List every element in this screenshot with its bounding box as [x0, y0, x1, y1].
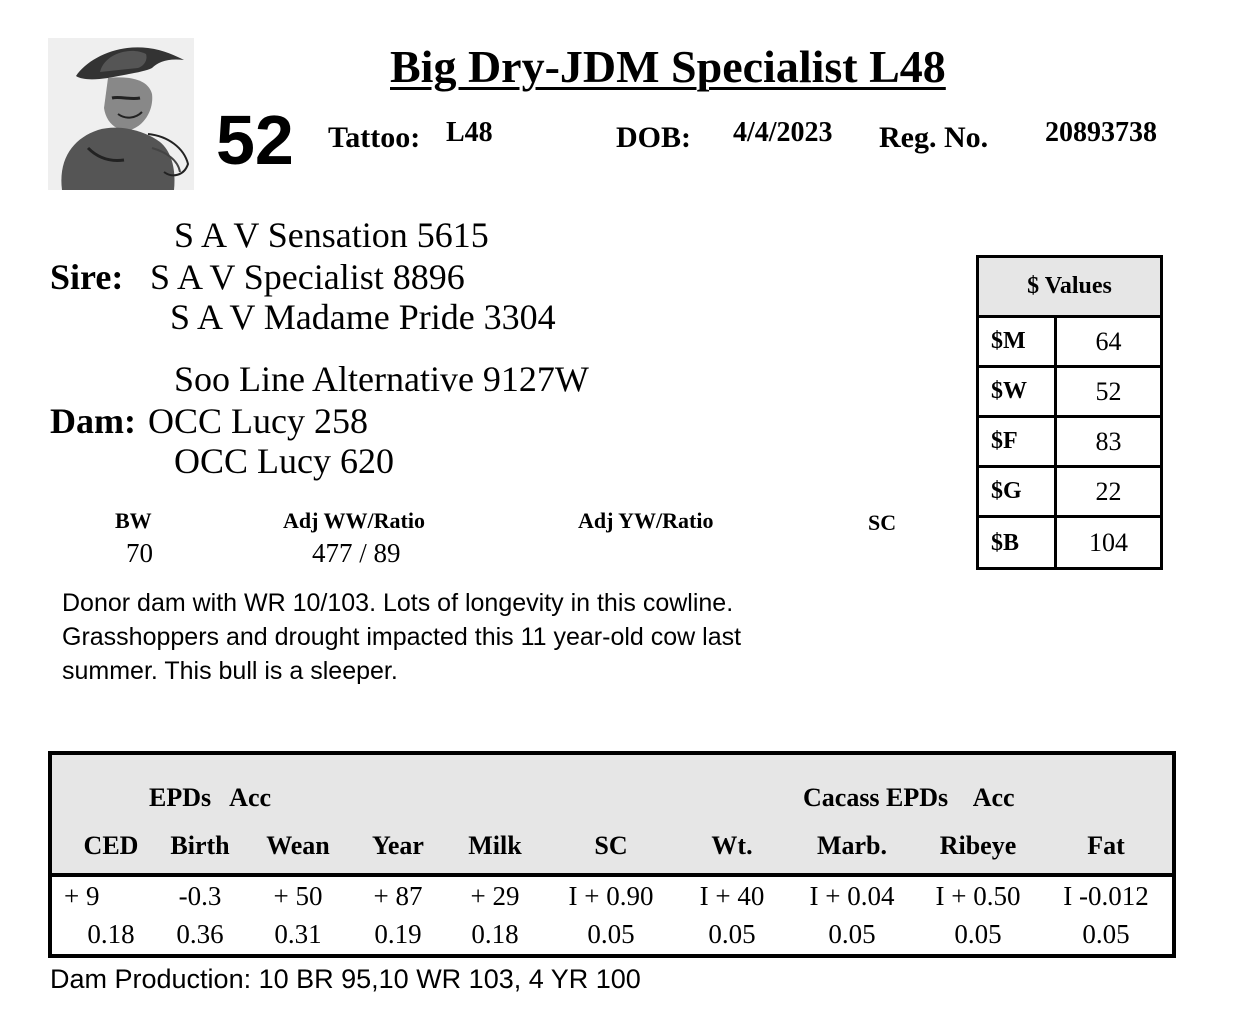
epd-value-marb: I + 0.04	[809, 881, 895, 911]
col-header-milk: Milk	[468, 831, 522, 860]
dam-label: Dam:	[50, 401, 136, 441]
dollar-values-table	[976, 255, 1163, 570]
epd-group-label: EPDs Acc	[149, 783, 272, 812]
yw-label: Adj YW/Ratio	[578, 508, 714, 533]
epd-value-wt: I + 40	[699, 881, 765, 911]
dollar-value-label: $W	[979, 368, 1057, 415]
epd-value-sc: I + 0.90	[568, 881, 654, 911]
dollar-value-label: $F	[979, 418, 1057, 465]
epd-header	[52, 755, 1172, 877]
col-header-wt: Wt.	[711, 831, 753, 860]
bw-label: BW	[115, 508, 152, 533]
dollar-value-row	[979, 418, 1160, 468]
col-header-ced: CED	[83, 831, 139, 860]
dollar-value: 83	[1095, 426, 1122, 456]
col-header-wean: Wean	[266, 831, 330, 860]
acc-value-milk: 0.18	[471, 919, 519, 949]
sire-label: Sire:	[50, 257, 124, 297]
epd-value-milk: + 29	[470, 881, 520, 911]
dam-sire: Soo Line Alternative 9127W	[174, 359, 589, 399]
bw-value: 70	[126, 538, 153, 568]
reg-no-label: Reg. No.	[879, 121, 989, 154]
reg-no-value: 20893738	[1045, 117, 1157, 148]
acc-value-year: 0.19	[374, 919, 422, 949]
acc-value-sc: 0.05	[587, 919, 635, 949]
dollar-value-label: $G	[979, 468, 1057, 515]
dob-value: 4/4/2023	[733, 117, 833, 148]
sire-dam: S A V Madame Pride 3304	[170, 297, 556, 337]
dollar-value-label: $B	[979, 518, 1057, 568]
epd-value-birth: -0.3	[178, 881, 222, 911]
dollar-value: 104	[1089, 528, 1128, 557]
acc-value-birth: 0.36	[176, 919, 224, 949]
epd-value-ribeye: I + 0.50	[935, 881, 1021, 911]
dollar-value-row	[979, 518, 1160, 568]
ww-value: 477 / 89	[312, 538, 401, 568]
epd-value-ced: + 9	[64, 881, 100, 911]
acc-value-ribeye: 0.05	[954, 919, 1002, 949]
dollar-value-row	[979, 318, 1160, 368]
dollar-value-row	[979, 468, 1160, 518]
dob-label: DOB:	[616, 121, 691, 154]
dam-production: Dam Production: 10 BR 95,10 WR 103, 4 YR 100	[50, 964, 641, 994]
cowboy-logo	[48, 38, 194, 190]
col-header-sc: SC	[594, 831, 628, 860]
dam-dam: OCC Lucy 620	[174, 441, 394, 481]
sire-sire: S A V Sensation 5615	[174, 215, 489, 255]
col-header-birth: Birth	[170, 831, 230, 860]
dollar-value-row	[979, 368, 1160, 418]
notes-text: Donor dam with WR 10/103. Lots of longevity in this cowline. Grasshoppers and drought impacted this 11 year-old cow last summer. This bull is a sleeper.	[62, 589, 742, 685]
dollar-value: 52	[1095, 376, 1122, 406]
acc-value-fat: 0.05	[1082, 919, 1130, 949]
dollar-values-title: $ Values	[979, 258, 1160, 318]
sire-name: S A V Specialist 8896	[150, 257, 465, 297]
acc-value-wean: 0.31	[274, 919, 322, 949]
tattoo-label: Tattoo:	[328, 121, 421, 154]
acc-value-wt: 0.05	[708, 919, 756, 949]
acc-value-marb: 0.05	[828, 919, 876, 949]
dollar-value: 64	[1095, 326, 1122, 356]
col-header-year: Year	[372, 831, 424, 860]
epd-table	[48, 751, 1176, 958]
ww-label: Adj WW/Ratio	[283, 508, 425, 533]
dollar-value-label: $M	[979, 318, 1057, 365]
col-header-marb: Marb.	[816, 831, 888, 860]
col-header-fat: Fat	[1087, 831, 1125, 860]
carcass-epd-group-label: Cacass EPDs Acc	[803, 783, 1015, 812]
page-title: Big Dry-JDM Specialist L48	[390, 41, 946, 92]
dollar-value: 22	[1095, 476, 1122, 506]
acc-value-ced: 0.18	[87, 919, 135, 949]
lot-number: 52	[216, 101, 294, 179]
epd-value-fat: I -0.012	[1063, 881, 1149, 911]
tattoo-value: L48	[446, 117, 493, 148]
dam-name: OCC Lucy 258	[148, 401, 368, 441]
epd-value-wean: + 50	[273, 881, 323, 911]
sc-label: SC	[868, 510, 897, 535]
epd-value-year: + 87	[373, 881, 423, 911]
col-header-ribeye: Ribeye	[939, 831, 1017, 860]
